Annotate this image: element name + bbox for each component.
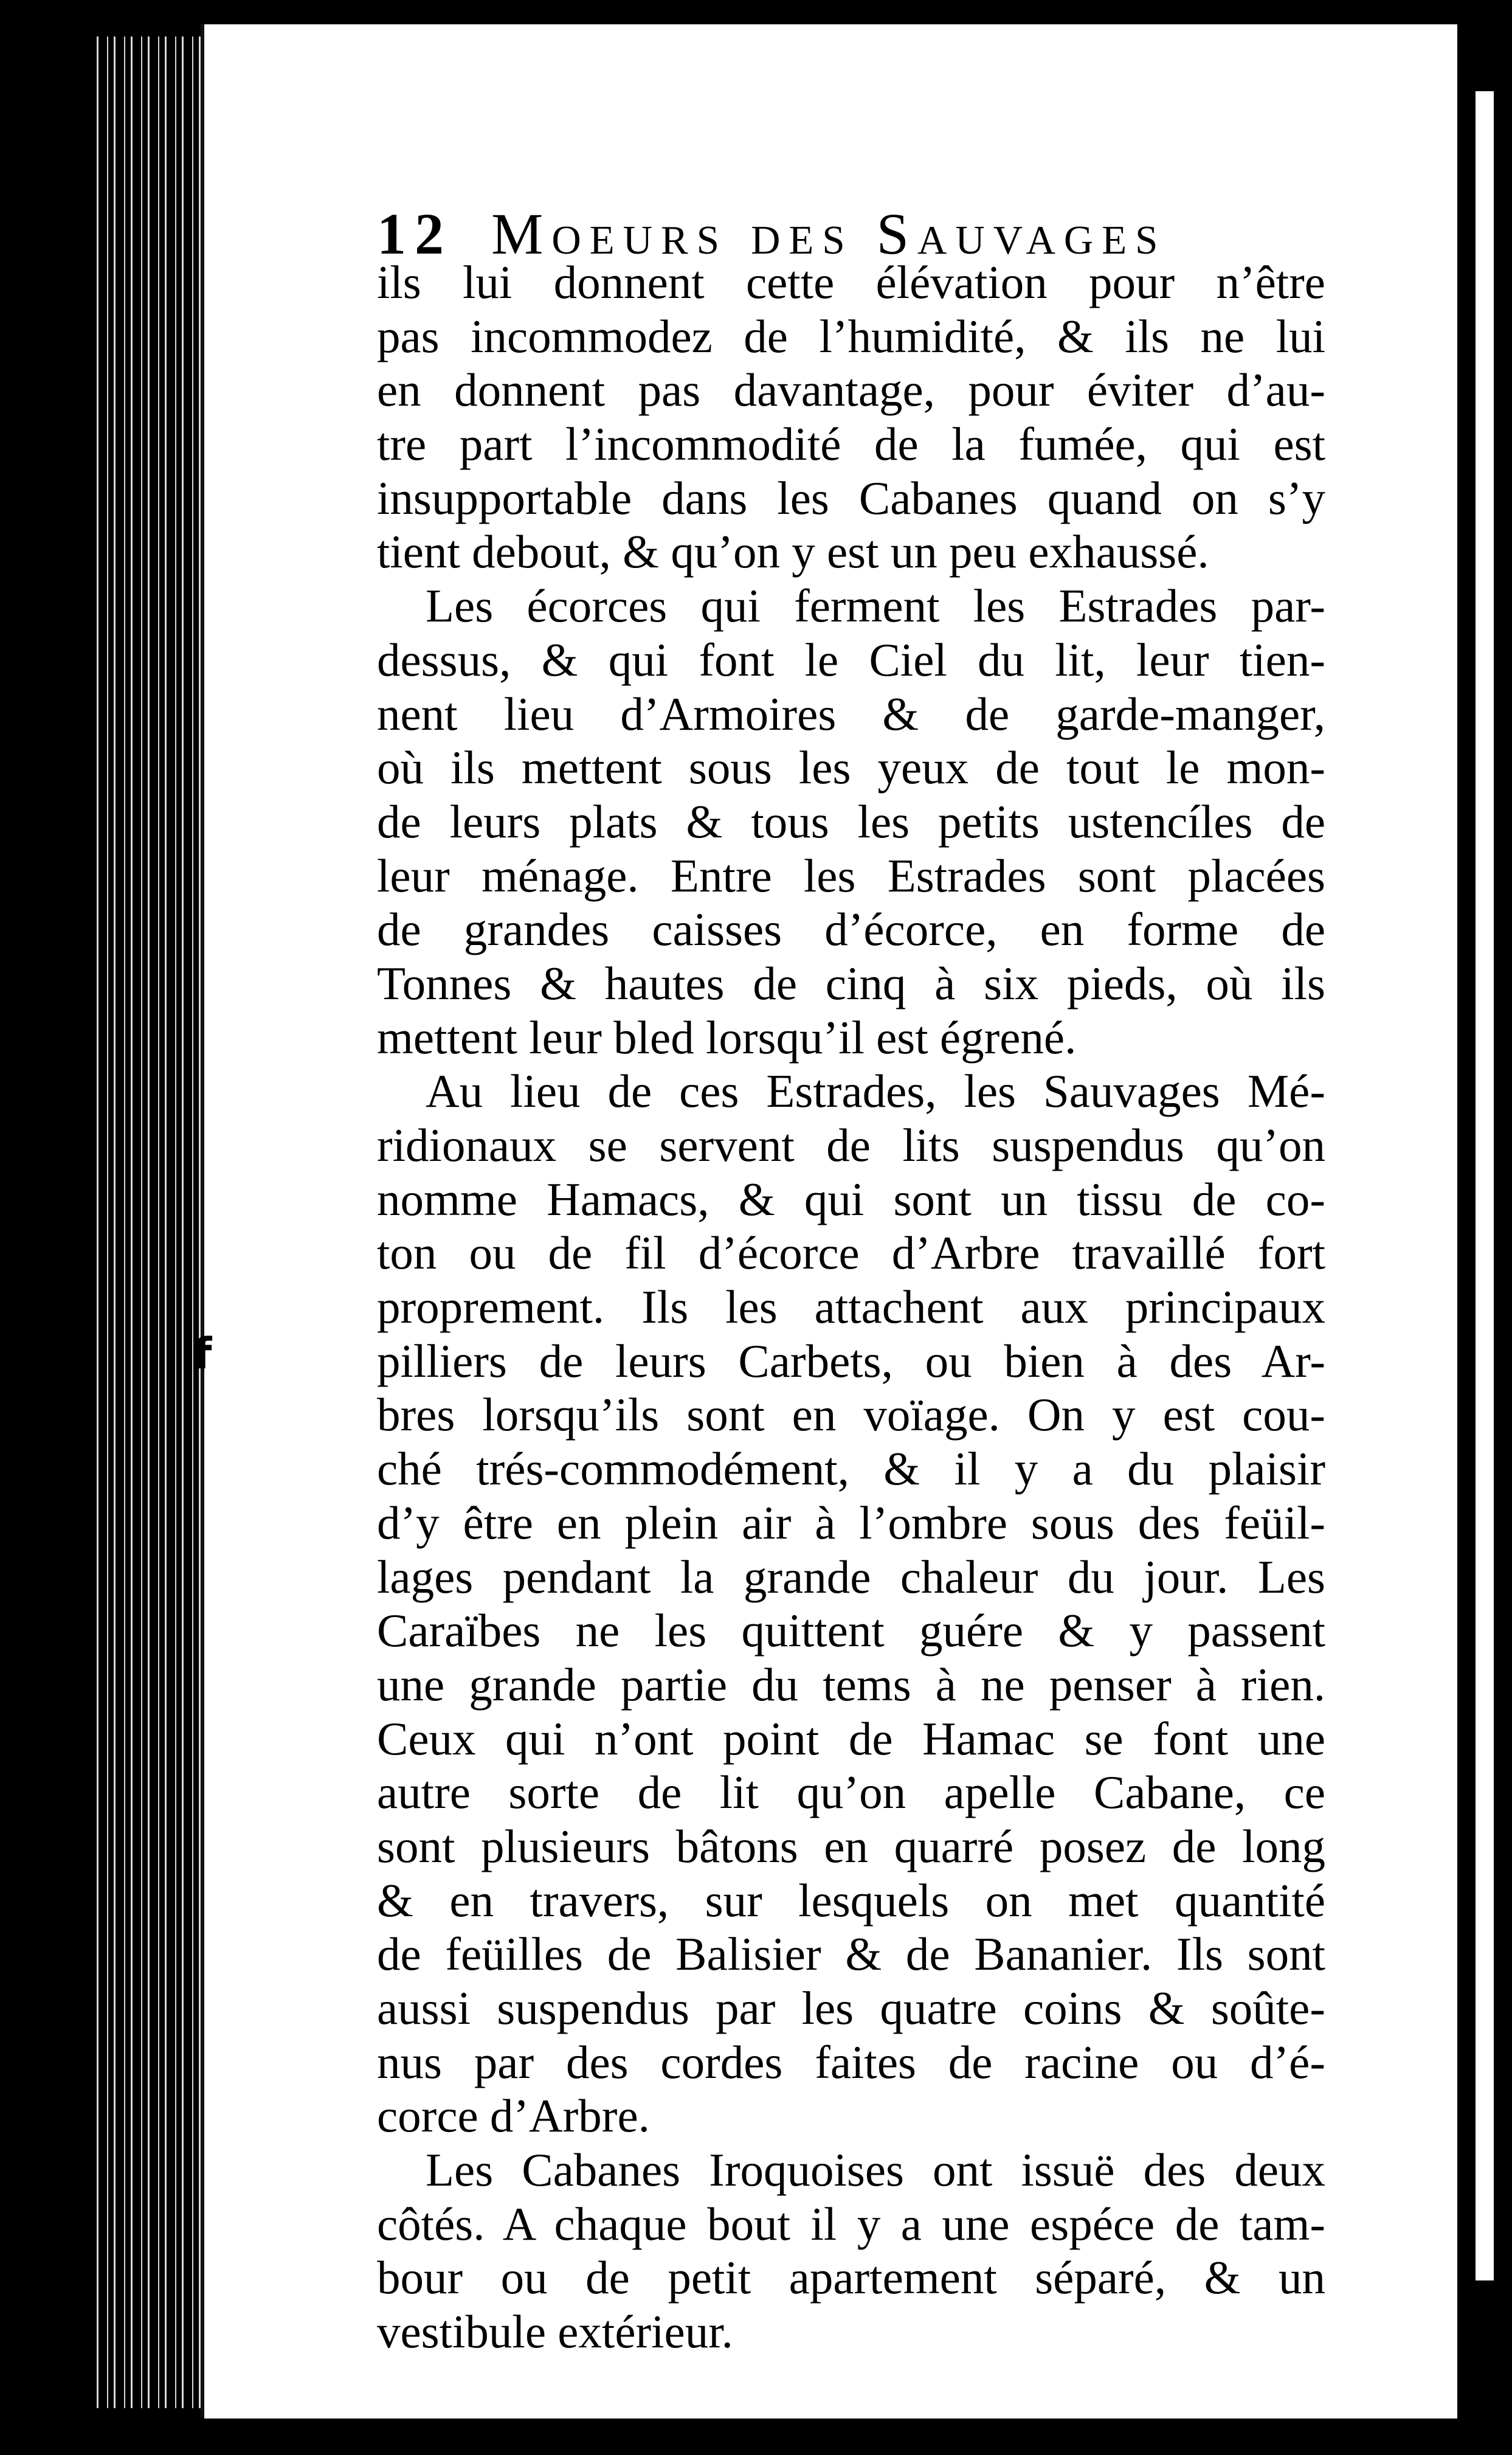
text-line: vestibule extérieur. (377, 2305, 733, 2358)
text-line: pilliers de leurs Carbets, ou bien à des Ar- (377, 1334, 1325, 1387)
text-line: bour ou de petit apartement séparé, & un (377, 2251, 1325, 2304)
text-line: une grande partie du tems à ne penser à rien. (377, 1658, 1325, 1711)
text-line: aussi suspendus par les quatre coins & soûte- (377, 1982, 1325, 2034)
text-line: bres lorsqu’ils sont en voïage. On y est cou- (377, 1388, 1325, 1441)
bottom-scan-edge (0, 2419, 1512, 2455)
paragraph-start-line: Les Cabanes Iroquoises ont issuë des deux (426, 2144, 1325, 2197)
text-line: nus par des cordes faites de racine ou d’é- (377, 2035, 1325, 2088)
paragraph-start-line: Au lieu de ces Estrades, les Sauvages Mé- (426, 1065, 1325, 1118)
text-line: d’y être en plein air à l’ombre sous des feüil- (377, 1496, 1325, 1549)
text-line: Tonnes & hautes de cinq à six pieds, où ils (377, 957, 1325, 1009)
text-line: tre part l’incommodité de la fumée, qui est (377, 418, 1325, 471)
text-line: sont plusieurs bâtons en quarré posez de long (377, 1820, 1325, 1872)
text-line: en donnent pas davantage, pour éviter d’au- (377, 364, 1325, 417)
paragraph-start-line: Les écorces qui ferment les Estrades par- (426, 580, 1325, 632)
text-line: proprement. Ils les attachent aux principaux (377, 1281, 1325, 1334)
text-line: de feüilles de Balisier & de Bananier. Ils sont (377, 1928, 1325, 1981)
text-line: Ceux qui n’ont point de Hamac se font une (377, 1712, 1325, 1765)
text-line: mettent leur bled lorsqu’il est égrené. (377, 1011, 1077, 1064)
margin-mark: f (193, 1329, 212, 1379)
text-line: de grandes caisses d’écorce, en forme de (377, 903, 1325, 956)
text-line: ils lui donnent cette élévation pour n’être (377, 256, 1325, 308)
text-line: dessus, & qui font le Ciel du lit, leur tien- (377, 633, 1325, 686)
text-line: côtés. A chaque bout il y a une espéce de tam- (377, 2197, 1325, 2250)
text-line: pas incommodez de l’humidité, & ils ne lui (377, 310, 1325, 362)
text-line: nomme Hamacs, & qui sont un tissu de co- (377, 1172, 1325, 1225)
page-number: 12 (377, 201, 452, 266)
text-line: ridionaux se servent de lits suspendus qu’on (377, 1119, 1325, 1171)
right-page-strip (1476, 91, 1494, 2280)
book-gutter (91, 36, 207, 2408)
text-line: Caraïbes ne les quittent guére & y passent (377, 1604, 1325, 1657)
text-line: lages pendant la grande chaleur du jour. Les (377, 1550, 1325, 1603)
running-title: Moeurs des Sauvages (491, 201, 1167, 266)
text-line: de leurs plats & tous les petits ustencíles de (377, 795, 1325, 848)
text-line: nent lieu d’Armoires & de garde-manger, (377, 687, 1325, 740)
text-line: leur ménage. Entre les Estrades sont placées (377, 849, 1325, 902)
body-text (377, 255, 1325, 2359)
text-line: où ils mettent sous les yeux de tout le mon- (377, 741, 1325, 794)
text-line: ché trés-commodément, & il y a du plaisir (377, 1442, 1325, 1495)
text-line: ton ou de fil d’écorce d’Arbre travaillé fort (377, 1227, 1325, 1279)
text-line: autre sorte de lit qu’on apelle Cabane, ce (377, 1766, 1325, 1819)
text-line: tient debout, & qu’on y est un peu exhaussé. (377, 525, 1209, 578)
text-line: insupportable dans les Cabanes quand on s’y (377, 471, 1325, 524)
right-scan-edge (1457, 0, 1512, 2455)
text-line: & en travers, sur lesquels on met quantité (377, 1874, 1325, 1927)
text-line: corce d’Arbre. (377, 2090, 650, 2142)
